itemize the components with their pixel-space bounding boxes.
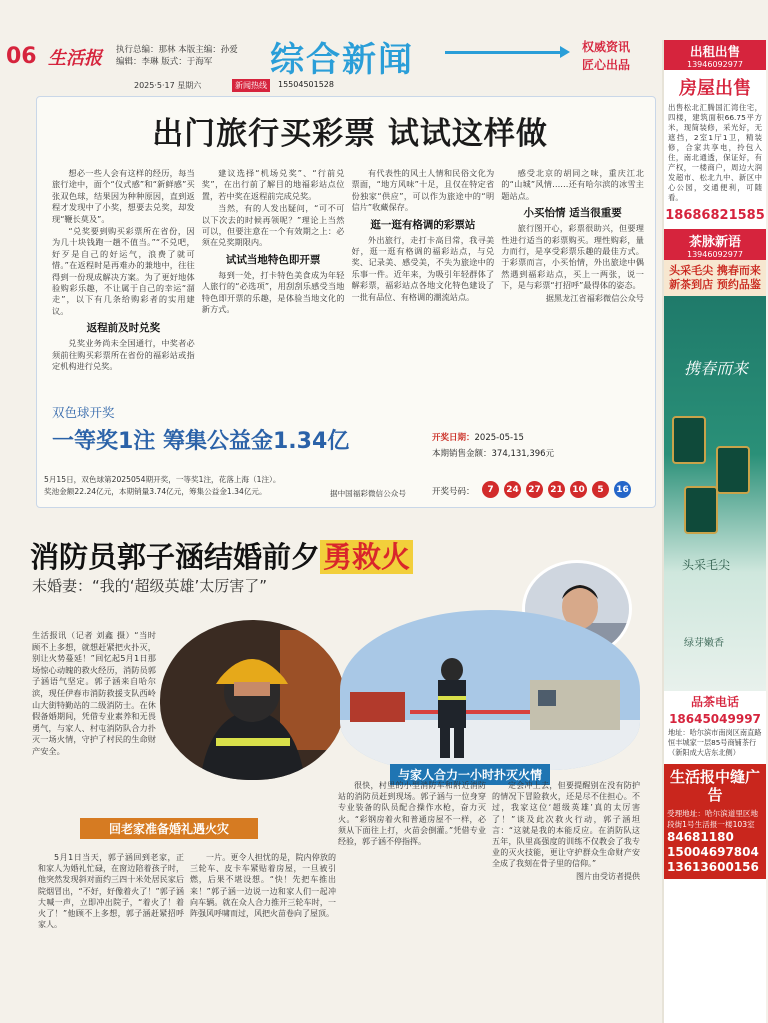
- issue-date: 2025·5·17 星期六: [134, 81, 202, 90]
- tea-ad-phone: 13946092977: [687, 250, 743, 259]
- article-column: [38, 852, 184, 1020]
- tea-ad-tagline: 携春而来: [684, 359, 749, 378]
- paragraph: 旅行图开心，彩票很助兴，但要理性进行适当的彩票购买。理性购彩，量力而行，是享受彩票乐趣的最佳方式。于彩票而言，小买怡情，外出旅途中偶然遇到福彩站点，买上一两张，说一下，是与彩票“打招呼”最得体的姿态。: [501, 223, 644, 291]
- page-number: 06: [6, 44, 37, 69]
- house-sale-title: 房屋出售: [679, 78, 751, 99]
- draw-date-row: [432, 430, 554, 446]
- firefighter-lead-paragraph: 生活报讯（记者 刘鑫 摄）“当时顾不上多想，就想赶紧把火扑灭，别让火势蔓延！”回忆起5月1日那场惊心动魄的救火经历，消防员郭子涵语气坚定。郭子涵来自哈尔滨，现任伊春市消防救援支队西岭山大街特勤站的二级消防士。在休假备婚期间，凭借专业素养和无畏勇气，与家人、村屯消防队合力扑灭一场火情，守护了村民的生命财产安全。: [32, 630, 156, 756]
- headline-highlight: 勇救火: [320, 540, 413, 574]
- credits-line-1: 执行总编：那林 本版主编：孙爱: [116, 45, 238, 55]
- article-headline: 出门旅行买彩票 试试这样做: [152, 116, 548, 152]
- classified-ad-title: 生活报中缝广告: [669, 768, 760, 804]
- classified-ad-phone: 15004697804: [667, 845, 759, 859]
- classified-ad-phone: 84681180: [667, 830, 734, 844]
- firefighter-subheadline: 未婚妻：“我的‘超级英雄’太厉害了”: [32, 577, 268, 595]
- slogan-line-2: 匠心出品: [582, 58, 631, 72]
- hotline-number: 15504501528: [278, 80, 334, 89]
- red-ball: 5: [592, 481, 609, 498]
- firefighter-body-right: [338, 780, 640, 1020]
- photo-illustration: [160, 620, 345, 780]
- subheading: 试试当地特色即开票: [225, 253, 321, 266]
- winning-numbers-label: 开奖号码：: [432, 487, 475, 497]
- lottery-info: [432, 430, 554, 462]
- article-source: 据黑龙江省福彩微信公众号: [545, 292, 644, 303]
- article-column-3: [352, 168, 495, 386]
- paper-name: 生活报: [48, 48, 102, 69]
- tea-order-label: 品茶电话: [690, 695, 739, 709]
- photo-credit: 图片由受访者提供: [576, 871, 640, 881]
- article-column: [338, 780, 486, 1020]
- slogan-line-1: 权威资讯: [582, 40, 631, 54]
- subheading: 逛一逛有格调的彩票站: [370, 218, 476, 231]
- red-ball: 7: [482, 481, 499, 498]
- paragraph: 外出旅行，走打卡高目常，我寻美好，逛一逛有格调的福彩站点，与兑奖、记录美、感受美，不失为旅途中的乐事一件。近年来，为吸引年轻群体了解彩票，福彩站点各地文化特色建设了一批有品位、有格调的潮流站点。: [351, 234, 495, 302]
- winning-numbers: [482, 481, 631, 498]
- paragraph: 5月1日当天，郭子涵回到老家，正和家人为婚礼忙碌，在窗边陪着孩子时，他突然发现斜对面约三四十米处居民家后院烟冒出，“不好，好像着火了！”郭子涵大喊一声，立即冲出院子，“着火了！着火了！”他顾不上多想，郭子涵赶紧招呼家人。: [38, 853, 184, 930]
- subheading: 返程前及时兑奖: [86, 322, 161, 335]
- arrow-line: [445, 51, 563, 54]
- photo-caption-rescue: 与家人合力一小时扑灭火情: [390, 764, 550, 785]
- editor-credits: [116, 44, 246, 68]
- headline-part-1: 消防员郭子涵结婚前夕: [30, 540, 321, 574]
- classified-ad-address: 受理地址：哈尔滨道里区地段街1号生活报一楼103室: [667, 809, 759, 829]
- tea-ad-title: 茶脉新语: [688, 235, 741, 250]
- tea-address: 地址：哈尔滨市南岗区南直路恒丰城家一层85号商铺茶行（新阳成大店东北侧）: [668, 728, 762, 757]
- article-body: [52, 168, 644, 386]
- classified-ads-sidebar: [662, 40, 766, 1023]
- firefighter-body-left: [38, 852, 336, 1020]
- credits-line-2: 编辑：李琳 版式：于海军: [116, 57, 213, 67]
- sales-row: [432, 446, 554, 462]
- red-ball: 27: [526, 481, 543, 498]
- tea-ad-image: [664, 296, 766, 691]
- red-ball: 10: [570, 481, 587, 498]
- lottery-source: 据中国福彩微信公众号: [330, 489, 406, 498]
- paragraph: 当然，有的人发出疑问，“可不可以下次去的时候再领呢？”理论上当然可以，但要注意在一个有效期之上：必须在兑奖期限内。: [201, 203, 345, 248]
- paragraph: 兑奖业务尚未全国通行，中奖者必须前往购买彩票所在省份的福彩站或指定机构进行兑奖。: [52, 338, 195, 372]
- classified-ad-phone: 13613600156: [667, 860, 759, 874]
- tea-product-name: 头采毛尖: [682, 558, 731, 572]
- sales-label: 本期销售金额：: [432, 449, 492, 459]
- lottery-headline: 一等奖1注 筹集公益金1.34亿: [52, 429, 350, 454]
- classified-contact-ad: [664, 764, 766, 879]
- tea-order-phone: 18645049997: [669, 712, 761, 726]
- lottery-text-line: 5月15日，双色球第2025054期开奖，一等奖1注，花落上海（1注）。: [44, 475, 281, 484]
- draw-date-label: 开奖日期：: [432, 433, 475, 443]
- tea-tin-icon: [716, 446, 750, 494]
- paragraph: 一片。更令人担忧的是，院内停放的三轮车、皮卡车紧贴着房屋，一旦被引燃，后果不堪设想。“快！先把车推出来！”郭子涵一边说一边和家人们一起冲向车辆。就在众人合力推开三轮车时，一阵强风呼啸而过，风把火苗卷向了屋顶。: [190, 853, 336, 919]
- paragraph: 感受北京的胡同之味，重庆江北的“山城”风情……还有哈尔滨的冰雪主题站点。: [501, 168, 644, 201]
- draw-date-value: 2025-05-15: [474, 433, 524, 443]
- article-column-2: [202, 168, 345, 386]
- scene-illustration: [340, 610, 640, 770]
- rent-ad-header: [664, 40, 766, 70]
- paragraph: 定会冲上去，但要提醒别在没有防护的情况下冒险救火，还是尽不住担心。不过，我家这位‘超级英雄’真的太厉害了！”谈及此次救火行动，郭子涵坦言：“这就是我的本能反应。在消防队这五年，队里高强度的训练不仅教会了我专业的灭火技能，更让守护群众生命财产安全成了我刻在骨子里的信仰。”: [492, 781, 640, 869]
- firefighter-helmet-photo: [160, 620, 345, 780]
- paragraph: 有代表性的风土人情和民俗文化为票面，“地方风味”十足，且仅在特定省份独家“供应”，可以作为旅途中的“明信片”收藏保存。: [351, 168, 495, 213]
- section-slogan: [582, 38, 630, 74]
- tea-tin-icon: [684, 486, 718, 534]
- paragraph: 每到一处，打卡特色美食成为年轻人旅行的“必选项”，用刮刮乐感受当地特色即开票的乐趣，是体验当地文化的新方式。: [201, 269, 345, 315]
- blue-ball: 16: [614, 481, 631, 498]
- house-sale-text: 出售松北汇腾国汇湾住宅，四楼，建筑面积66.75平方米，现简装修，采光好，无遮挡，2室1厅1卫，精装修，合家共享电，拎包入住，南北通透，保证好，有产权，一楼商户，周边大润发超市、松北九中、新区中心公园，交通便利，可随看。: [668, 103, 762, 202]
- lottery-kicker: 双色球开奖: [52, 405, 115, 420]
- tea-ad-header: [664, 229, 766, 260]
- article-column-1: [52, 168, 195, 386]
- article-column: [190, 852, 336, 1020]
- article-column: [492, 780, 640, 1020]
- photo-caption-wedding: 回老家准备婚礼遇火灾: [80, 818, 258, 839]
- house-sale-phone: 18686821585: [665, 208, 765, 223]
- masthead: [0, 0, 660, 96]
- paragraph: 建议选择“机场兑奖”、“行前兑奖”，在出行前了解目的地福彩站点位置，若中奖在返程前完成兑奖。: [201, 168, 345, 201]
- paragraph: “兑奖要到购买彩票所在省份，因为几十块钱跑一趟不值当。”“不兑吧，好歹是自己的好运气，浪费了就可惜。”在返程时是再难办的兼地中，往往得到一份现成解决方案。为了更好地体验购彩乐趣，不让属于自己的幸运“溜走”，以下有几条给购彩者的实用建议。: [52, 226, 195, 316]
- red-ball: 21: [548, 481, 565, 498]
- firefighter-scene-photo: [340, 610, 640, 770]
- hotline-label: 新闻热线: [232, 79, 270, 92]
- lottery-text-line: 奖池金额22.24亿元，本期销量3.74亿元，筹集公益金1.34亿元。: [44, 487, 267, 496]
- rent-ad-phone: 13946092977: [687, 60, 743, 69]
- arrow-right-icon: [560, 46, 570, 58]
- section-title: 综合新闻: [270, 40, 414, 80]
- paragraph: 想必一些人会有这样的经历，每当旅行途中，面个“仪式感”和“新鲜感”买张双色球，结果因为种种原因，直到返程才发现中了小奖，想要去兑奖，却发现“鞭长莫及”。: [52, 168, 195, 224]
- firefighter-headline: [30, 535, 413, 576]
- tea-ad-slogan: 头采毛尖 携春而来 新茶到店 预约品鉴: [664, 260, 766, 296]
- tea-product-sub: 绿芽嫩香: [684, 638, 724, 649]
- article-column-4: [501, 168, 644, 386]
- subheading: 小买怡情 适当很重要: [523, 207, 622, 220]
- sales-value: 374,131,396元: [491, 449, 555, 459]
- tea-tin-icon: [672, 416, 706, 464]
- rent-ad-title: 出租出售: [689, 44, 740, 59]
- red-ball: 24: [504, 481, 521, 498]
- paragraph: 很快，村里的小型消防车和附近消防站的消防员赶到现场。郭子涵与一位身穿专业装备的队员配合操作水枪，奋力灭火。“彩钢房着火和普通房屋不一样，必须从下面往上打，火苗会倒灌。”凭借专业经验，郭子涵不停指挥。: [338, 781, 486, 847]
